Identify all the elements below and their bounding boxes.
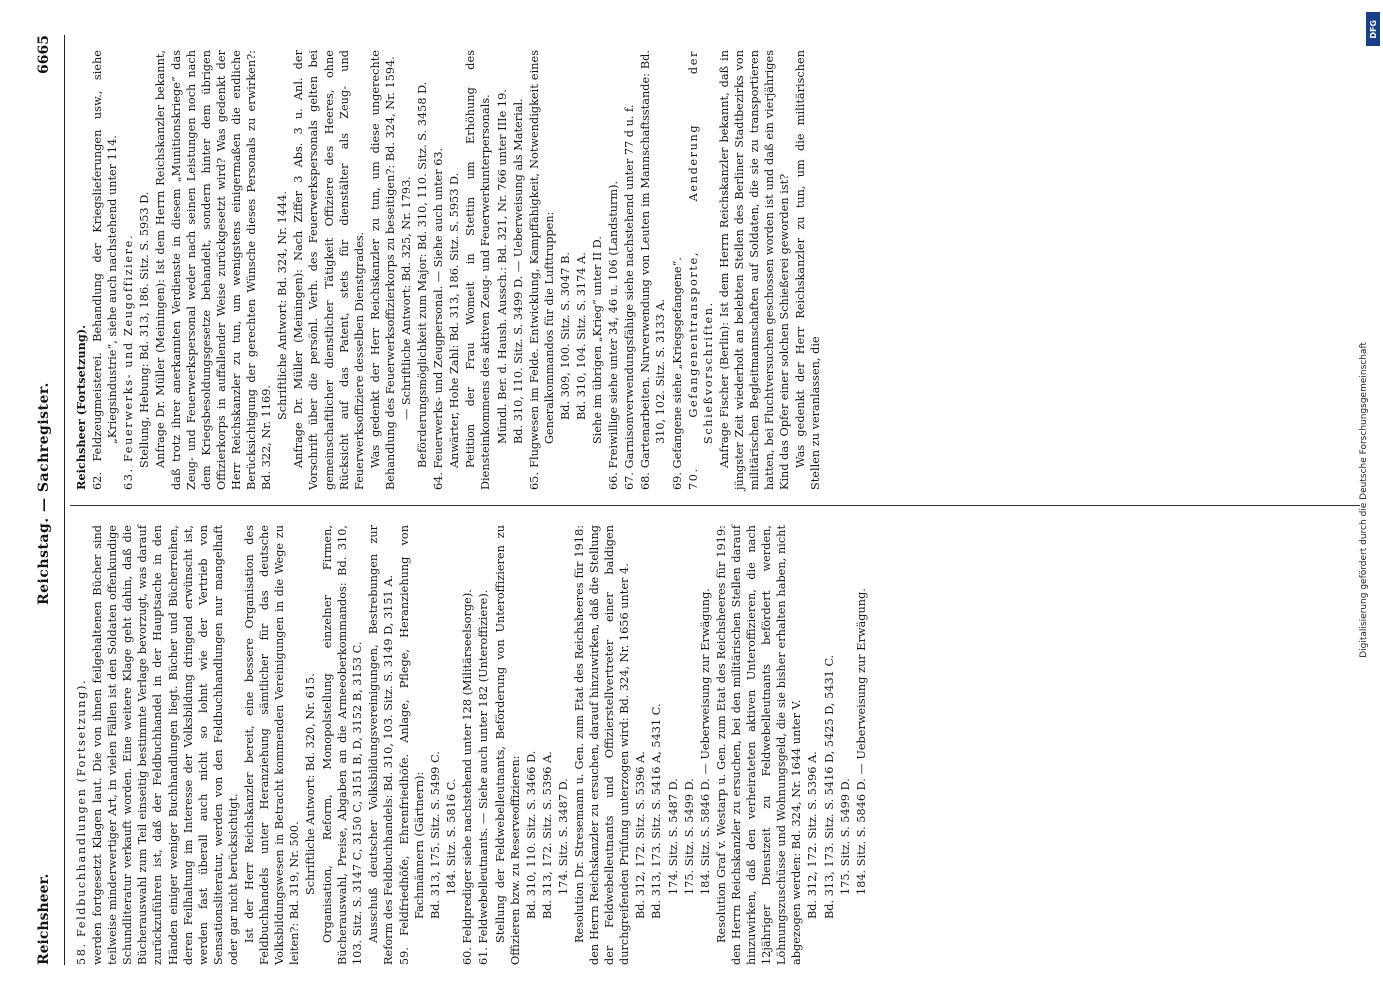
entry-reference: Bd. 310, 110. Sitz. S. 3466 D. bbox=[524, 750, 538, 919]
entry-text: Stellung der Feldwebelleutnants, Beförderung von Unteroffizieren zu Offizieren bzw. zu Reserveoffizieren: bbox=[493, 525, 522, 965]
entry-reference: Stellung, Hebung: Bd. 313, 186. Sitz. S. 5953 D. bbox=[138, 191, 152, 468]
entry-reference: 184. Sitz. S. 5846 D. — Ueberweisung zur Erwägung. bbox=[854, 588, 868, 895]
entry-text: Resolution Dr. Stresemann u. Gen. zum Etat des Reichsheeres für 1918: den Herrn Reichskanzler zu ersuchen, darauf hinzuwirken, daß die Stellung der Feldwebelleutnants und Offizierstellvertreter einer baldigen durchgreifenden Prüfung unterzogen wird: Bd. 324, Nr. 1656 unter 4. bbox=[573, 525, 632, 965]
entry-text: werden fortgesetzt Klagen laut. Die von ihnen feilgehaltenen Bücher sind teilweise minderwertiger Art, in vielen Fällen ist den Soldaten offenkundige Schundliteratur verkauft worden. Eine weitere Klage geht dahin, daß die Bücherauswahl zum Teil einseitig bestimmte Verlage bevorzugt, was darauf zurückzuführen ist, daß der Feldbuchhandel in der Hauptsache in den Händen einiger weniger Buchhandlungen liegt. Bücher und Bücherreihen, deren Feilhaltung im Interesse der Volksbildung dringend erwünscht ist, werden fast überall auch nicht so lohnt wie der Vertrieb von Sensationsliteratur, werden von den Feldbuchhandlungen nur mangelhaft oder gar nicht berücksichtigt. bbox=[91, 525, 240, 965]
entry-text: Anfrage Dr. Müller (Meiningen): Ist dem Herrn Reichskanzler bekannt, daß trotz ihrer anerkannten Verdienste in diesem „Munitionskriege“ das Zeug- und Feuerwerkspersonal weder nach seinen Leistungen noch nach dem Kriegsbesoldungsgesetze behandelt, sondern hinter dem übrigen Offizierkorps in auffallender Weise zurückgesetzt wird? Was gedenkt der Herr Reichskanzler zu tun, um wenigstens einigermaßen die endliche Berücksichtigung der gerechten Wünsche dieses Personals zu erwirken?: Bd. 322, Nr. 1169. bbox=[154, 50, 274, 490]
entry-reference: 175. Sitz. S. 5499 D. bbox=[838, 778, 852, 895]
entry-reference: 174. Sitz. S. 3487 D. bbox=[556, 778, 570, 895]
entry-heading: 60. Feldprediger siehe nachstehend unter 128 (Militärseelsorge). bbox=[461, 589, 475, 965]
entry-reference: 184. Sitz. S. 5846 D. — Ueberweisung zur Erwägung. bbox=[698, 588, 712, 895]
entry-heading: 63. Feuerwerks- und Zeugoffiziere. bbox=[122, 233, 136, 490]
entry-reference: Bd. 309, 100. Sitz. S. 3047 B. bbox=[558, 252, 572, 420]
entry-reference: Bd. 312, 172. Sitz. S. 5396 A. bbox=[806, 751, 820, 919]
entry-reference: Bd. 310, 110. Sitz. S. 3499 D. — Ueberweisung als Material. bbox=[511, 98, 525, 444]
entry-reference: Bd. 313, 173. Sitz. S. 5416 D, 5425 D, 5431 C. bbox=[822, 654, 836, 919]
entry-text: Anfrage Dr. Müller (Meiningen): Nach Ziffer 3 Abs. 3 u. Anl. der Vorschrift über die persönl. Verh. des Feuerwerkspersonals gelten bei gemeinschaftlicher dienstlicher Tätigkeit Offiziere des Heeres, ohne Rücksicht auf das Patent, stets für dienstälter als Zeug- und Feuerwerksoffiziere desselben Dienstgrades. bbox=[292, 50, 366, 490]
continuation-heading: Reichsheer (Fortsetzung). bbox=[74, 324, 88, 490]
entry-text: Beförderungsmöglichkeit zum Major: Bd. 310, 110. Sitz. S. 3458 D. bbox=[416, 81, 430, 468]
left-column bbox=[74, 525, 870, 965]
entry-reference: Bd. 313, 175. Sitz. S. 5499 C. bbox=[429, 751, 443, 919]
entry-heading: 65. Flugwesen im Felde. Entwicklung, Kampffähigkeit, Notwendigkeit eines Generalkommandos für die Lufttruppen: bbox=[527, 50, 556, 490]
header-section-title: Reichsheer. bbox=[36, 873, 52, 965]
entry-reference: Mündl. Ber. d. Haush. Aussch.: Bd. 321, Nr. 766 unter IIIe 19. bbox=[495, 89, 509, 444]
entry-heading: 59. Feldfriedhöfe, Ehrenfriedhöfe. Anlage, Pflege, Heranziehung von Fachmännern (Gärtnern): bbox=[397, 525, 427, 965]
entry-heading: 68. Gartenarbeiten. Nurverwendung von Leuten im Mannschaftsstande: Bd. 310, 102. Sitz. S. 3133 A. bbox=[639, 50, 668, 490]
entry-reference: Anwärter, Hohe Zahl: Bd. 313, 186. Sitz. S. 5953 D. bbox=[448, 172, 462, 468]
entry-reference: 184. Sitz. S. 5816 C. bbox=[445, 778, 459, 895]
entry-text: Was gedenkt der Herr Reichskanzler zu tun, um die militärischen Stellen zu veranlassen, die bbox=[794, 50, 823, 490]
entry-heading: 61. Feldwebelleutnants. — Siehe auch unter 182 (Unteroffiziere). bbox=[477, 589, 491, 965]
entry-reference: — Schriftliche Antwort: Bd. 325, Nr. 1793. bbox=[399, 176, 413, 420]
page-number: 6665 bbox=[36, 35, 52, 74]
entry-reference: Bd. 312, 172. Sitz. S. 5396 A. bbox=[634, 751, 648, 919]
header-register-title: Reichstag. — Sachregister. bbox=[36, 382, 52, 605]
entry-heading: 62. Feldzeugmeisterei. Behandlung der Kriegslieferungen usw., siehe „Kriegsindustrie“, siehe auch nachstehend unter 114. bbox=[91, 50, 120, 490]
entry-heading: 67. Garnisonverwendungsfähige siehe nachstehend unter 77 d u. f. bbox=[623, 104, 637, 490]
entry-reference: Schriftliche Antwort: Bd. 324, Nr. 1444. bbox=[276, 191, 290, 420]
entry-reference: Bd. 313, 173. Sitz. S. 5416 A, 5431 C. bbox=[650, 703, 664, 919]
dfg-logo-text: DFG bbox=[1368, 19, 1378, 39]
entry-text: Anfrage Fischer (Berlin): Ist dem Herrn Reichskanzler bekannt, daß in jüngster Zeit wiederholt an belebten Stellen des Berliner Stadtbezirks von militärischen Begleitmannschaften auf Soldaten, die sie zu transportieren hatten, bei Fluchtversuchen geschossen worden ist und daß ein vierjähriges Kind das Opfer einer solchen Schießerei geworden ist? bbox=[717, 50, 792, 490]
entry-reference: 175. Sitz. S. 5499 D. bbox=[682, 778, 696, 895]
entry-text: Ist der Herr Reichskanzler bereit, eine bessere Organisation des Feldbuchhandels unter Heranziehung sämtlicher für das deutsche Volksbildungswesen in Betracht kommenden Vereinigungen in die Wege zu leiten?: Bd. 319, Nr. 500. bbox=[243, 525, 302, 965]
entry-heading: 69. Gefangene siehe „Kriegsgefangene“. bbox=[670, 257, 684, 490]
column-divider bbox=[70, 505, 1360, 506]
digitization-note bbox=[1355, 10, 1373, 990]
entry-heading: 58. Feldbuchhandlungen (Fortsetzung). bbox=[75, 678, 88, 965]
header-rule bbox=[64, 35, 65, 965]
running-header bbox=[30, 35, 60, 965]
entry-text: Ausschuß deutscher Volksbildungsvereinigungen, Bestrebungen zur Reform des Feldbuchhandels: Bd. 310, 103. Sitz. S. 3149 D, 3151 A. bbox=[366, 525, 395, 965]
rotated-page-content bbox=[30, 35, 1360, 965]
dfg-logo bbox=[1366, 12, 1380, 46]
entry-reference: 174. Sitz. S. 5487 D. bbox=[666, 778, 680, 895]
entry-text: Organisation, Reform, Monopolstellung einzelner Firmen, Bücherauswahl, Preise, Abgaben an die Armeeoberkommandos: Bd. 310, 103. Sitz. S. 3147 C, 3150 C, 3151 B, D, 3152 B, 3153 C. bbox=[320, 525, 364, 965]
entry-heading: 70. Gefangenentransporte, Aenderung der Schießvorschriften. bbox=[686, 50, 715, 490]
entry-reference: Schriftliche Antwort: Bd. 320, Nr. 615. bbox=[304, 673, 318, 895]
entry-text: Was gedenkt der Herr Reichskanzler zu tun, um diese ungerechte Behandlung des Feuerwerksoffizierkorps zu beseitigen?: Bd. 324, Nr. 1594. bbox=[368, 50, 397, 490]
entry-text: Petition der Frau Womeit in Stettin um Erhöhung des Diensteinkommens des aktiven Zeug- und Feuerwerkunterpersonals. bbox=[464, 50, 493, 490]
digitization-note-text: Digitalisierung gefördert durch die Deutsche Forschungsgemeinschaft bbox=[1359, 342, 1369, 658]
entry-reference: Bd. 310, 104. Sitz. S. 3174 A. bbox=[575, 252, 588, 420]
entry-text: Resolution Graf v. Westarp u. Gen. zum Etat des Reichsheeres für 1919: den Herrn Reichskanzler zu ersuchen, bei den militärischen Stellen darauf hinzuwirken, daß den verheirateten aktiven Unteroffizieren, die nach 12jähriger Dienstzeit zu Feldwebelleutnants befördert werden, Löhnungszuschüsse und Wohnungsgeld, die sie bisher erhalten haben, nicht abgezogen werden: Bd. 324, Nr. 1644 unter V. bbox=[714, 525, 804, 965]
entry-reference: Siehe im übrigen „Krieg“ unter II D. bbox=[591, 236, 605, 444]
entry-heading: 66. Freiwillige siehe unter 34, 46 u. 106 (Landsturm). bbox=[607, 180, 621, 490]
right-column bbox=[74, 50, 825, 490]
entry-heading: 64. Feuerwerks- und Zeugpersonal. — Siehe auch unter 63. bbox=[432, 147, 446, 490]
entry-reference: Bd. 313, 172. Sitz. S. 5396 A. bbox=[540, 751, 554, 919]
